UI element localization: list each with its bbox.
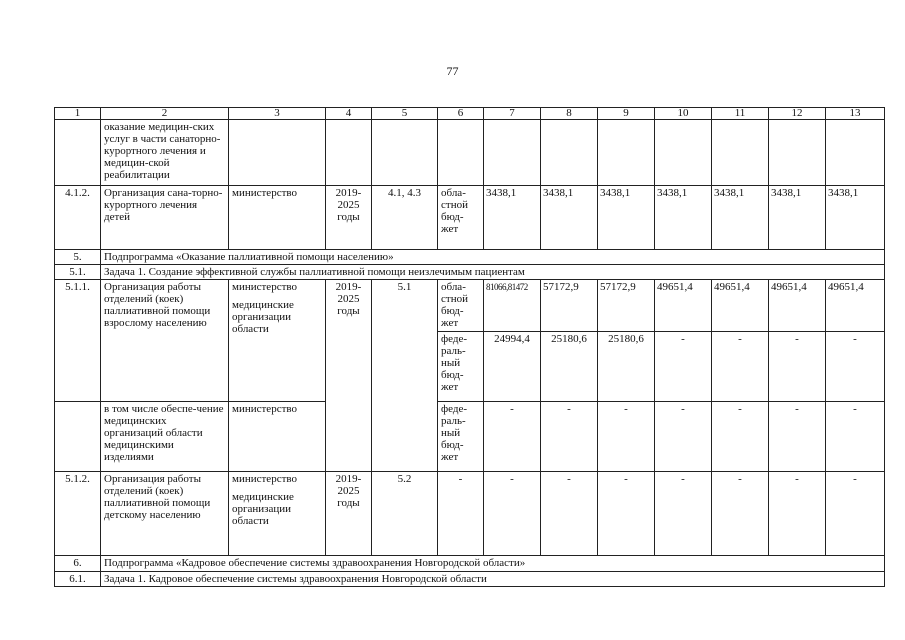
amount-cell: - xyxy=(484,472,541,556)
amount-cell: 25180,6 xyxy=(598,332,655,402)
row-number: 5.1. xyxy=(55,265,101,280)
row-number: 5. xyxy=(55,250,101,265)
amount-cell: 49651,4 xyxy=(826,280,885,332)
amount-cell: - xyxy=(598,402,655,472)
section-row xyxy=(55,265,885,280)
column-number: 2 xyxy=(101,108,229,120)
row-number: 4.1.2. xyxy=(55,186,101,250)
executor-line: министерство xyxy=(232,473,298,485)
amount-cell: - xyxy=(769,472,826,556)
executor: министерство xyxy=(229,186,326,250)
row-number: 5.1.2. xyxy=(55,472,101,556)
amount-cell: 25180,6 xyxy=(541,332,598,402)
table-row xyxy=(55,402,885,472)
column-number: 9 xyxy=(598,108,655,120)
amount-cell: 57172,9 xyxy=(541,280,598,332)
amount-cell: - xyxy=(826,472,885,556)
amount-cell: - xyxy=(655,472,712,556)
program-table xyxy=(54,107,885,587)
funding-source: обла-стной бюд-жет xyxy=(438,280,484,332)
subprogram-title: Подпрограмма «Кадровое обеспечение системы здравоохранения Новгородской области» xyxy=(101,556,885,572)
amount-cell: 24994,4 xyxy=(484,332,541,402)
period: 2019-2025 годы xyxy=(326,472,372,556)
amount-cell: - xyxy=(712,472,769,556)
amount-cell: 3438,1 xyxy=(769,186,826,250)
amount-cell: - xyxy=(769,332,826,402)
amount-cell: - xyxy=(655,402,712,472)
section-row xyxy=(55,572,885,587)
amount-cell: - xyxy=(484,402,541,472)
column-number: 5 xyxy=(372,108,438,120)
row-number: 6. xyxy=(55,556,101,572)
target-indicator: 5.1 xyxy=(372,280,438,472)
funding-source: обла-стной бюд-жет xyxy=(438,186,484,250)
table-row xyxy=(55,186,885,250)
page-number: 77 xyxy=(446,64,459,78)
row-number: 5.1.1. xyxy=(55,280,101,402)
amount-cell: - xyxy=(598,472,655,556)
target-indicator: 5.2 xyxy=(372,472,438,556)
measure-name: Организация работы отделений (коек) паллиативной помощи взрослому населению xyxy=(101,280,229,402)
column-number: 7 xyxy=(484,108,541,120)
amount-cell: - xyxy=(826,332,885,402)
amount-cell: 3438,1 xyxy=(826,186,885,250)
amount-cell: 49651,4 xyxy=(655,280,712,332)
column-number: 4 xyxy=(326,108,372,120)
task-title: Задача 1. Создание эффективной службы паллиативной помощи неизлечимым пациентам xyxy=(101,265,885,280)
measure-name: в том числе обеспе-чение медицинских организаций области медицинскими изделиями xyxy=(101,402,229,472)
executor-line: министерство xyxy=(232,281,298,293)
target-indicator: 4.1, 4.3 xyxy=(372,186,438,250)
section-row xyxy=(55,250,885,265)
column-number: 8 xyxy=(541,108,598,120)
executor xyxy=(229,472,326,556)
amount-cell: 49651,4 xyxy=(769,280,826,332)
amount-cell: - xyxy=(712,332,769,402)
amount-cell: - xyxy=(541,402,598,472)
period: 2019-2025 годы xyxy=(326,280,372,472)
table-row xyxy=(55,280,885,332)
row-number: 6.1. xyxy=(55,572,101,587)
table-row xyxy=(55,472,885,556)
executor xyxy=(229,280,326,402)
column-number: 1 xyxy=(55,108,101,120)
section-row xyxy=(55,556,885,572)
executor-line: медицинские организации области xyxy=(232,299,294,335)
executor: министерство xyxy=(229,402,326,472)
amount-cell: 3438,1 xyxy=(598,186,655,250)
amount-cell: - xyxy=(826,402,885,472)
amount-cell: 3438,1 xyxy=(655,186,712,250)
measure-name: оказание медицин-ских услуг в части санаторно-курортного лечения и медицин-ской реабилитации xyxy=(101,120,229,186)
funding-source: феде-раль-ный бюд-жет xyxy=(438,402,484,472)
funding-source: феде-раль-ный бюд-жет xyxy=(438,332,484,402)
column-number: 6 xyxy=(438,108,484,120)
executor-line: медицинские организации области xyxy=(232,491,294,527)
amount-cell: - xyxy=(541,472,598,556)
period: 2019-2025 годы xyxy=(326,186,372,250)
funding-source: - xyxy=(438,472,484,556)
column-number: 3 xyxy=(229,108,326,120)
amount-cell: 49651,4 xyxy=(712,280,769,332)
column-number: 13 xyxy=(826,108,885,120)
amount-cell: 3438,1 xyxy=(484,186,541,250)
measure-name: Организация работы отделений (коек) паллиативной помощи детскому населению xyxy=(101,472,229,556)
column-number-row xyxy=(55,108,885,120)
amount-cell: - xyxy=(712,402,769,472)
subprogram-title: Подпрограмма «Оказание паллиативной помощи населению» xyxy=(101,250,885,265)
amount-cell: 81066,81472 xyxy=(484,280,541,332)
amount-cell: 3438,1 xyxy=(541,186,598,250)
column-number: 11 xyxy=(712,108,769,120)
amount-cell: 57172,9 xyxy=(598,280,655,332)
column-number: 10 xyxy=(655,108,712,120)
column-number: 12 xyxy=(769,108,826,120)
task-title: Задача 1. Кадровое обеспечение системы здравоохранения Новгородской области xyxy=(101,572,885,587)
amount-cell: 3438,1 xyxy=(712,186,769,250)
table-row xyxy=(55,120,885,186)
amount-cell: - xyxy=(769,402,826,472)
measure-name: Организация сана-торно-курортного лечения детей xyxy=(101,186,229,250)
amount-cell: - xyxy=(655,332,712,402)
